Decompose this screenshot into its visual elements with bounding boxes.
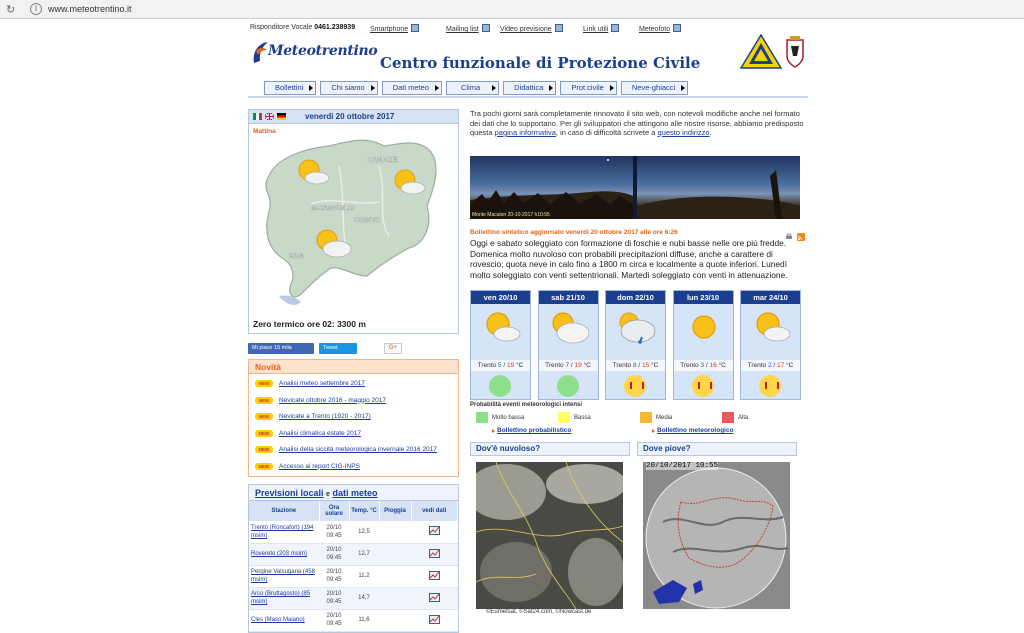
smartphone-icon <box>411 24 419 32</box>
arrow-right-icon <box>549 85 553 91</box>
day-card[interactable] <box>538 290 599 400</box>
list-item <box>253 443 458 460</box>
day-label: ven 20/10 <box>471 291 530 304</box>
webcam-image[interactable] <box>470 156 800 219</box>
day-temperatures: Trento 2 / 17 °C <box>741 360 800 371</box>
table-row <box>249 565 458 587</box>
new-badge: NEW <box>255 446 273 453</box>
flag-uk-icon[interactable] <box>265 113 274 120</box>
probability-indicator <box>759 375 781 397</box>
mail-icon <box>482 24 490 32</box>
new-badge: NEW <box>255 397 273 404</box>
photo-icon <box>673 24 681 32</box>
day-label: sab 21/10 <box>539 291 598 304</box>
bollettino-text: Oggi e sabato soleggiato con formazione di foschie e nubi basse nelle ore più fredde. Domenica molto nuvoloso con probabili precipitazioni diffuse, anche a carattere di rovescio; quota neve in calo fino a 1800 m circa e localmente a quote inferiori. Lunedì molto soleggiato con venti settentrionali. Martedì soleggiato con venti in attenuazione. <box>470 238 788 280</box>
stations-table <box>249 501 458 632</box>
intro-text: , in caso di difficoltà scrivete a <box>555 128 658 137</box>
novita-title: Novità <box>249 360 458 374</box>
probability-indicator <box>489 375 511 397</box>
station-cell <box>249 565 319 587</box>
page <box>248 19 808 633</box>
nav-dati-meteo[interactable]: Dati meteo <box>382 81 442 95</box>
data-cell <box>411 543 458 565</box>
chart-icon[interactable] <box>429 571 440 580</box>
risponditore: Risponditore Vocale 0461.238939 <box>250 24 356 31</box>
stations-body <box>249 521 458 631</box>
probability-indicator <box>557 375 579 397</box>
arrow-right-icon <box>681 85 685 91</box>
browser-address-bar <box>0 0 1024 19</box>
legend-alta: Alta <box>722 412 748 424</box>
day-card[interactable] <box>740 290 801 400</box>
piove-panel-title: Dove piove? <box>637 442 797 456</box>
time-cell: 20/10 09:45 <box>319 521 349 543</box>
legend-swatch <box>476 412 488 423</box>
data-cell <box>411 521 458 543</box>
weather-sun-icon <box>684 309 724 345</box>
station-cell <box>249 609 319 631</box>
nav-neve-ghiacci[interactable]: Neve-ghiacci <box>621 81 688 95</box>
map-header <box>249 110 458 124</box>
day-label: lun 23/10 <box>674 291 733 304</box>
day-card[interactable] <box>605 290 666 400</box>
data-cell <box>411 587 458 609</box>
novita-link[interactable]: Nevicate a Trento (1920 - 2017) <box>279 413 371 420</box>
station-link[interactable]: Rovereto (203 msim) <box>251 551 308 557</box>
arrow-right-icon <box>610 85 614 91</box>
probability-indicator <box>624 375 646 397</box>
time-cell: 20/10 09:45 <box>319 587 349 609</box>
map-period: Mattina <box>253 128 276 135</box>
temp-cell: 12,5 <box>349 521 379 543</box>
nuvoloso-panel-title: Dov'è nuvoloso? <box>470 442 630 456</box>
temp-cell: 14,7 <box>349 587 379 609</box>
novita-link[interactable]: Nevicate ottobre 2016 - maggio 2017 <box>279 396 386 404</box>
temp-cell: 12,7 <box>349 543 379 565</box>
nav-clima[interactable]: Clima <box>446 81 499 95</box>
satellite-image[interactable] <box>476 462 623 609</box>
previsioni-and: e <box>326 491 330 498</box>
day-temperatures: Trento 5 / 19 °C <box>471 360 530 371</box>
nav-didattica[interactable]: Didattica <box>503 81 556 95</box>
rain-cell <box>379 543 411 565</box>
col-temp: Temp. °C <box>349 501 379 521</box>
link-icon <box>611 24 619 32</box>
dati-meteo-link[interactable]: dati meteo <box>332 488 378 498</box>
intro-notice <box>470 109 808 138</box>
twitter-tweet-button[interactable]: Tweet <box>319 343 357 354</box>
data-cell <box>411 609 458 631</box>
place-canazei: CANAZEI <box>367 157 399 164</box>
weather-rain-cloud-icon <box>616 309 656 345</box>
gplus-button[interactable]: G+ <box>384 343 402 354</box>
trentino-map[interactable] <box>249 126 458 316</box>
nav-chi-siamo[interactable]: Chi siamo <box>320 81 377 95</box>
station-link[interactable]: Pergine Valsugana (458 msim) <box>251 569 315 583</box>
pagina-informativa-link[interactable]: pagina informativa <box>494 128 556 137</box>
col-stazione: Stazione <box>249 501 319 521</box>
list-item <box>253 377 458 394</box>
weather-sun-cloud-icon <box>481 309 521 345</box>
novita-link[interactable]: Analisi climatica estate 2017 <box>279 429 362 437</box>
chart-icon[interactable] <box>429 526 440 535</box>
new-badge: NEW <box>255 463 273 470</box>
table-row <box>249 587 458 609</box>
day-temperatures: Trento 3 / 16 °C <box>674 360 733 371</box>
reload-icon[interactable]: ↻ <box>6 3 16 16</box>
zero-termico: Zero termico ore 02: 3300 m <box>253 319 366 329</box>
arrow-right-icon <box>435 85 439 91</box>
probability-indicator <box>692 375 714 397</box>
day-card[interactable] <box>673 290 734 400</box>
novita-list <box>249 374 458 476</box>
table-row <box>249 543 458 565</box>
nav-prot-civile[interactable]: Prot.civile <box>560 81 617 95</box>
bollettino-probabilistico-link[interactable]: Bollettino probabilistico <box>497 427 572 434</box>
weather-sun-cloud-icon <box>751 309 791 345</box>
chart-icon[interactable] <box>429 615 440 624</box>
rain-cell <box>379 565 411 587</box>
day-label: mar 24/10 <box>741 291 800 304</box>
list-item <box>253 410 458 427</box>
novita-link[interactable]: Analisi meteo settembre 2017 <box>279 380 365 387</box>
novita-box <box>248 359 459 477</box>
table-row <box>249 609 458 631</box>
data-cell <box>411 565 458 587</box>
col-vedi-dati: vedi dati <box>411 501 458 521</box>
satellite-scene <box>476 462 623 609</box>
station-link[interactable]: Arco (Bruttagosto) (85 msim) <box>251 591 311 605</box>
day-label: dom 22/10 <box>606 291 665 304</box>
webcam-caption: Monte Macaion 20-10-2017 h10:55 <box>472 212 550 218</box>
questo-indirizzo-link[interactable]: questo indirizzo <box>657 128 710 137</box>
webcam-divider <box>633 156 637 219</box>
temp-cell: 11,6 <box>349 609 379 631</box>
map-region-shape <box>266 140 436 297</box>
time-cell: 20/10 09:45 <box>319 609 349 631</box>
facebook-like-button[interactable]: Mi piace 15 mila <box>248 343 314 354</box>
weather-sun-cloud-big-icon <box>549 309 589 345</box>
bollettino-meteorologico-link[interactable]: Bollettino meteorologico <box>657 427 734 434</box>
meteotrentino-logo[interactable] <box>248 37 378 73</box>
legend-swatch <box>640 412 652 423</box>
daily-forecast <box>470 290 808 400</box>
info-icon[interactable]: i <box>30 3 42 15</box>
top-links <box>248 22 808 36</box>
link-utili-link[interactable]: Link utili <box>583 24 619 33</box>
url-field[interactable]: www.meteotrentino.it <box>48 4 132 14</box>
chart-icon[interactable] <box>429 549 440 558</box>
day-temperatures: Trento 8 / 15 °C <box>606 360 665 371</box>
novita-link[interactable]: Analisi della siccità meteorologica invernale 2016 2017 <box>279 446 437 453</box>
arrow-right-icon <box>309 85 313 91</box>
station-link[interactable]: Trento (Roncafort) (194 msim) <box>251 524 314 539</box>
bollettino-header: Bollettino sintetico aggiornato venerdì 20 ottobre 2017 alle ore 6:26 <box>470 229 678 236</box>
flag-italy-icon[interactable] <box>253 113 262 120</box>
bollettini-links <box>470 427 808 439</box>
list-item <box>253 460 458 477</box>
bullet-arrow-icon <box>652 429 655 433</box>
station-cell <box>249 587 319 609</box>
meteofoto-link[interactable]: Meteofoto <box>639 24 681 33</box>
list-item <box>253 394 458 411</box>
previsioni-locali-link[interactable]: Previsioni locali <box>255 488 324 498</box>
protezione-civile-emblem-icon <box>740 34 782 70</box>
temp-cell: 11,2 <box>349 565 379 587</box>
radar-scene <box>643 462 790 609</box>
time-cell: 20/10 09:45 <box>319 543 349 565</box>
mailing-list-link[interactable]: Mailing list <box>446 24 490 33</box>
station-link[interactable]: Cles (Maso Maiano) <box>251 617 305 623</box>
radar-image[interactable] <box>643 462 790 609</box>
station-cell <box>249 521 319 543</box>
legend-swatch <box>722 412 734 423</box>
video-icon <box>555 24 563 32</box>
radar-timestamp: 20/10/2017 10:55 <box>646 462 719 470</box>
arrow-right-icon <box>492 85 496 91</box>
time-cell: 20/10 09:45 <box>319 565 349 587</box>
bullet-arrow-icon <box>492 429 495 433</box>
legend-title: Probabilità eventi meteorologici intensi <box>470 402 583 408</box>
flag-germany-icon[interactable] <box>277 113 286 120</box>
logo-text: Meteotrentino <box>268 43 378 59</box>
forecast-map-box <box>248 109 459 334</box>
legend-molto-bassa: Molto bassa <box>476 412 524 424</box>
trentino-coat-of-arms-icon <box>784 36 806 70</box>
list-item <box>253 427 458 444</box>
previsioni-locali-box <box>248 484 459 633</box>
arrow-right-icon <box>371 85 375 91</box>
day-card[interactable] <box>470 290 531 400</box>
col-ora: Ora solare <box>319 501 349 521</box>
legend-bassa: Bassa <box>558 412 591 424</box>
table-row <box>249 521 458 543</box>
legend-swatch <box>558 412 570 423</box>
header-divider <box>248 96 808 98</box>
rain-cell <box>379 587 411 609</box>
nav-bollettini[interactable]: Bollettini <box>264 81 316 95</box>
rain-cell <box>379 521 411 543</box>
new-badge: NEW <box>255 413 273 420</box>
day-temperatures: Trento 7 / 19 °C <box>539 360 598 371</box>
map-date: venerdì 20 ottobre 2017 <box>305 112 395 121</box>
intro-text: Tra pochi giorni sarà completamente rinnovato il sito web, con notevoli modifiche anche nel formato dei dati che lo supportano. Per gli sviluppatori che attingono alle nostre risorse, abbiamo predisposto questa <box>470 109 804 137</box>
main-nav <box>264 81 688 95</box>
intro-text: . <box>709 128 712 137</box>
col-pioggia: Pioggia <box>379 501 411 521</box>
place-riva: RIVA <box>289 253 305 260</box>
station-cell <box>249 543 319 565</box>
place-trento: TRENTO <box>353 217 380 224</box>
video-previsione-link[interactable]: Video previsione <box>500 24 563 33</box>
smartphone-link[interactable]: Smartphone <box>370 24 419 33</box>
page-title: Centro funzionale di Protezione Civile <box>380 54 701 72</box>
new-badge: NEW <box>255 430 273 437</box>
chart-icon[interactable] <box>429 593 440 602</box>
place-campiglio: M.CAMPIGLIO <box>311 205 356 212</box>
image-credits: ©Eumetsat, ©Sat24.com, ©Nowcast.de <box>486 609 592 615</box>
previsioni-title <box>249 485 458 501</box>
rain-cell <box>379 609 411 631</box>
new-badge: NEW <box>255 380 273 387</box>
legend-media: Media <box>640 412 672 424</box>
novita-link[interactable]: Accesso ai report CIG-INPS <box>279 462 360 470</box>
